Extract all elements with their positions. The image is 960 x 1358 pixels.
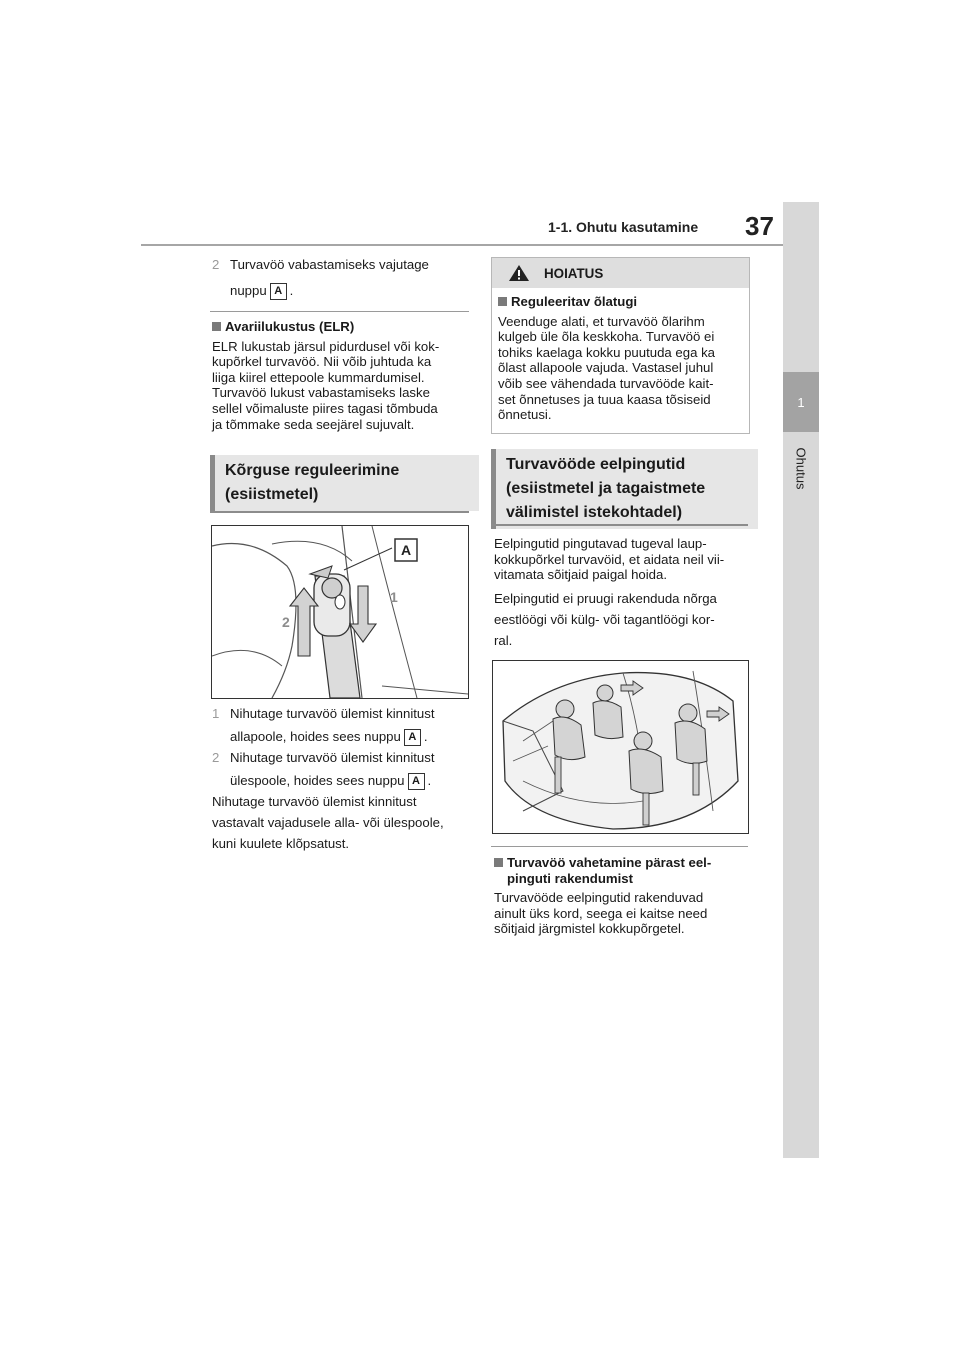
bullet-square-icon (494, 858, 503, 867)
replace-block: Turvavöö vahetamine pärast eel- pinguti rakendumist Turvavööde eelpingutid rakenduvad ainult üks kord, seega ei kaitse need sõitjaid järgmistel kokkupõrgetel. (494, 855, 712, 937)
warning-subheading: Reguleeritav õlatugi (511, 294, 638, 309)
figure-label-a: A (400, 542, 412, 558)
header-rule (141, 244, 783, 246)
pretensioner-text: Eelpingutid pingutavad tugeval laup- kokkupõrkel turvavöid, et aidata neil vii- vitamata sõitjaid paigal hoida. Eelpingutid ei pruugi rakenduda nõrga eestlöögi või külg- või tagantlöögi kor- ral. (494, 536, 725, 648)
adjust-steps: 1 Nihutage turvavöö ülemist kinnitust allapoole, hoides sees nuppu A . 2 Nihutage turvavöö ülemist kinnitust ülespoole, hoides sees nuppu A . Nihutage turvavöö ülemist kinnitust vastavalt vajadusele alla- või ülespoole, kuni kuulete klõpsatust. (212, 706, 444, 852)
bullet-square-icon (212, 322, 221, 331)
warning-header (492, 258, 749, 288)
section-header-title: 1-1. Ohutu kasutamine (548, 219, 699, 235)
warning-box: HOIATUS Reguleeritav õlatugi Veenduge alati, et turvavöö õlarihm kulgeb üle õla keskkoha. Turvavöö ei tohiks kaelaga kokku puutuda ega ka õlast allapoole vajuda. Vastasel juhul võib see vähendada turvavööde kait- set õnnetuses ja tuua kaasa tõsiseid õnnetusi. (491, 257, 750, 434)
warning-triangle-icon (508, 264, 530, 282)
bullet-square-icon (498, 297, 507, 306)
height-adjust-heading: Kõrguse reguleerimine (esiistmetel) (210, 455, 479, 511)
top-step: 2 Turvavöö vabastamiseks vajutage nuppu A . (212, 256, 472, 300)
divider (491, 846, 748, 847)
figure-label-1: 1 (390, 589, 398, 605)
chapter-label: Ohutus (793, 447, 809, 489)
button-a-marker: A (270, 283, 287, 300)
height-adjuster-illustration (211, 525, 469, 699)
pretensioner-heading: Turvavööde eelpingutid (esiistmetel ja tagaistmete välimistel istekohtadel) (491, 449, 758, 529)
chapter-number: 1 (783, 372, 819, 432)
chapter-sidebar (783, 202, 819, 1158)
button-a-marker: A (408, 773, 425, 790)
elr-block: Avariilukustus (ELR) ELR lukustab järsul pidurdusel või kok- kupõrkel turvavöö. Nii võib juhtuda ka liiga kiirel ettepoole kummardumisel. Turvavöö lukust vabastamiseks laske sellel võimaluste piires tagasi tõmbuda ja tõmmake seda seejärel sujuvalt. (212, 319, 440, 432)
page-number: 37 (745, 211, 774, 241)
divider (210, 311, 469, 312)
section-rule (491, 524, 748, 526)
button-a-marker: A (404, 729, 421, 746)
pretensioner-car-illustration (492, 660, 749, 834)
section-rule (210, 511, 469, 513)
figure-label-2: 2 (282, 614, 290, 630)
elr-heading: Avariilukustus (ELR) (225, 319, 355, 334)
warning-title: HOIATUS (544, 265, 604, 281)
